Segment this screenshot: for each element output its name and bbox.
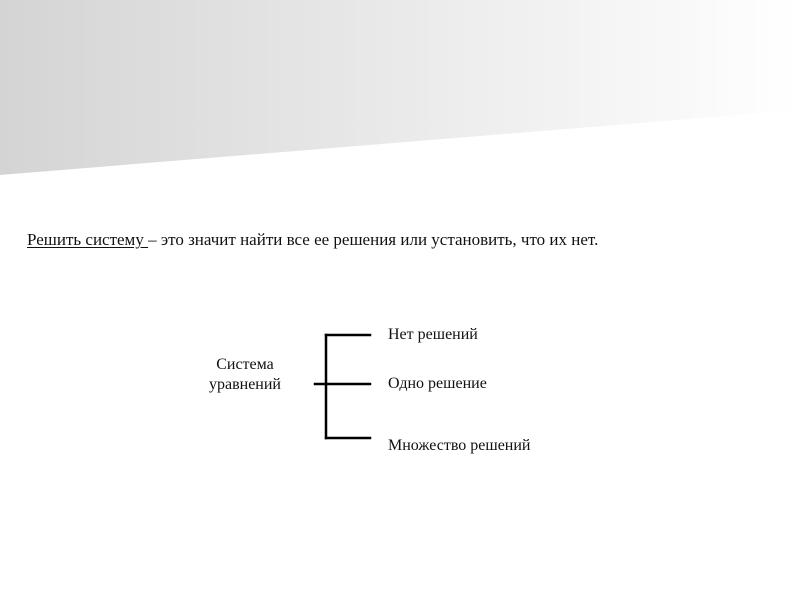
definition-text: – это значит найти все ее решения или установить, что их нет. (148, 230, 599, 249)
root-label-line1: Система (216, 356, 274, 373)
branch-label-many-solutions: Множество решений (388, 437, 531, 454)
root-label-line2: уравнений (208, 376, 281, 393)
definition-sentence (27, 229, 598, 251)
root-node-label (190, 355, 300, 395)
branch-label-no-solutions: Нет решений (388, 326, 478, 343)
definition-term: Решить систему (27, 230, 149, 249)
branch-label-one-solution: Одно решение (388, 375, 487, 392)
